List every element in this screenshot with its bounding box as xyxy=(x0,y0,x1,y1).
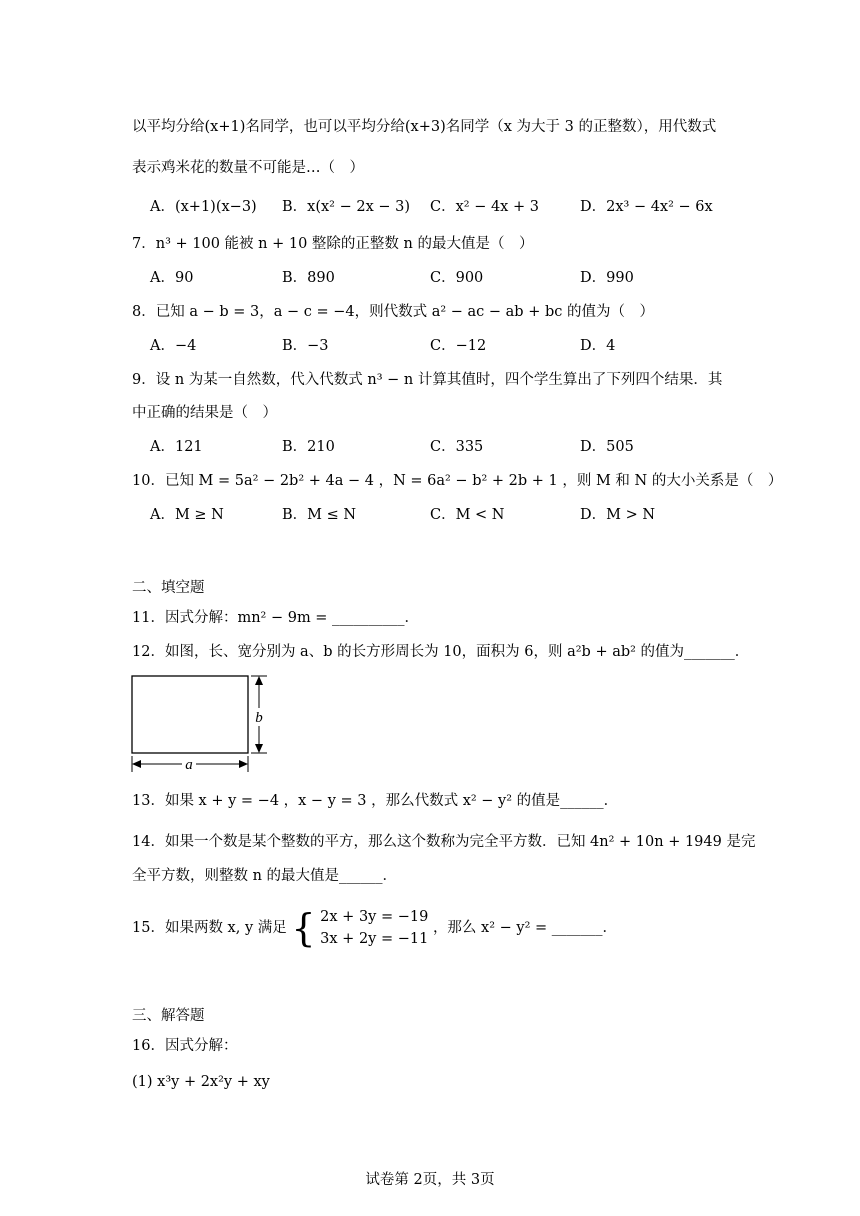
q16-text: 16．因式分解： xyxy=(132,1038,238,1054)
q15-suffix: ，那么 x² − y² = _______． xyxy=(432,920,618,936)
q9-option-b: B．210 xyxy=(282,439,335,455)
q6-option-c: C．x² − 4x + 3 xyxy=(430,199,539,215)
q9-line1: 9．设 n 为某一自然数，代入代数式 n³ − n 计算其值时，四个学生算出了下列四个结果．其 xyxy=(132,372,723,388)
q7-text: 7．n³ + 100 能被 n + 10 整除的正整数 n 的最大值是（ ） xyxy=(132,236,534,252)
q10-option-c: C．M < N xyxy=(430,507,505,523)
a-arrow-right xyxy=(239,760,248,768)
q7-option-c: C．900 xyxy=(430,270,484,286)
q8-option-c: C．−12 xyxy=(430,338,487,354)
q10-option-d: D．M > N xyxy=(580,507,656,523)
q11-text: 11．因式分解：mn² − 9m = __________． xyxy=(132,610,420,626)
q10-option-b: B．M ≤ N xyxy=(282,507,357,523)
q13-text: 13．如果 x + y = −4 ，x − y = 3 ，那么代数式 x² − y² 的值是______． xyxy=(132,793,619,809)
equation-system xyxy=(291,904,428,952)
equation-2: 3x + 2y = −11 xyxy=(320,931,429,947)
q14-line2: 全平方数，则整数 n 的最大值是______． xyxy=(132,868,398,884)
a-label: a xyxy=(185,757,193,773)
q6-line2: 表示鸡米花的数量不可能是…（ ） xyxy=(132,160,364,176)
q15-prefix: 15．如果两数 x, y 满足 xyxy=(132,920,287,936)
q14-line1: 14．如果一个数是某个整数的平方，那么这个数称为完全平方数．已知 4n² + 10n + 1949 是完 xyxy=(132,834,756,850)
q8-text: 8．已知 a − b = 3，a − c = −4，则代数式 a² − ac − ab + bc 的值为（ ） xyxy=(132,304,654,320)
b-label: b xyxy=(255,710,263,726)
q8-option-b: B．−3 xyxy=(282,338,329,354)
brace-icon: { xyxy=(291,906,316,950)
q10-option-a: A．M ≥ N xyxy=(150,507,224,523)
q6-line1: 以平均分给(x+1)名同学，也可以平均分给(x+3)名同学（x 为大于 3 的正整数），用代数式 xyxy=(132,119,717,135)
equation-rows xyxy=(320,906,428,950)
q6-option-b: B．x(x² − 2x − 3) xyxy=(282,199,411,215)
q9-line2: 中正确的结果是（ ） xyxy=(132,405,277,421)
q6-option-a: A．(x+1)(x−3) xyxy=(150,199,257,215)
q8-option-a: A．−4 xyxy=(150,338,197,354)
rectangle-shape xyxy=(132,676,248,753)
section-solve-title: 三、解答题 xyxy=(132,1008,205,1024)
q15-text xyxy=(132,904,617,952)
rectangle-figure xyxy=(124,668,284,776)
page-footer: 试卷第 2页，共 3页 xyxy=(365,1172,495,1188)
q16-part1: (1) x³y + 2x²y + xy xyxy=(132,1074,270,1090)
q6-option-d: D．2x³ − 4x² − 6x xyxy=(580,199,713,215)
q7-option-d: D．990 xyxy=(580,270,634,286)
q7-option-a: A．90 xyxy=(150,270,194,286)
q9-option-d: D．505 xyxy=(580,439,634,455)
b-arrow-up xyxy=(255,676,263,685)
q9-option-c: C．335 xyxy=(430,439,484,455)
q12-text: 12．如图，长、宽分别为 a、b 的长方形周长为 10，面积为 6，则 a²b + ab² 的值为_______． xyxy=(132,644,750,660)
section-fill-in-title: 二、填空题 xyxy=(132,580,205,596)
q9-option-a: A．121 xyxy=(150,439,203,455)
b-arrow-down xyxy=(255,744,263,753)
a-arrow-left xyxy=(132,760,141,768)
q10-text: 10．已知 M = 5a² − 2b² + 4a − 4 ，N = 6a² − b² + 2b + 1 ，则 M 和 N 的大小关系是（ ） xyxy=(132,473,783,489)
q8-option-d: D．4 xyxy=(580,338,616,354)
equation-1: 2x + 3y = −19 xyxy=(320,909,429,925)
q7-option-b: B．890 xyxy=(282,270,335,286)
